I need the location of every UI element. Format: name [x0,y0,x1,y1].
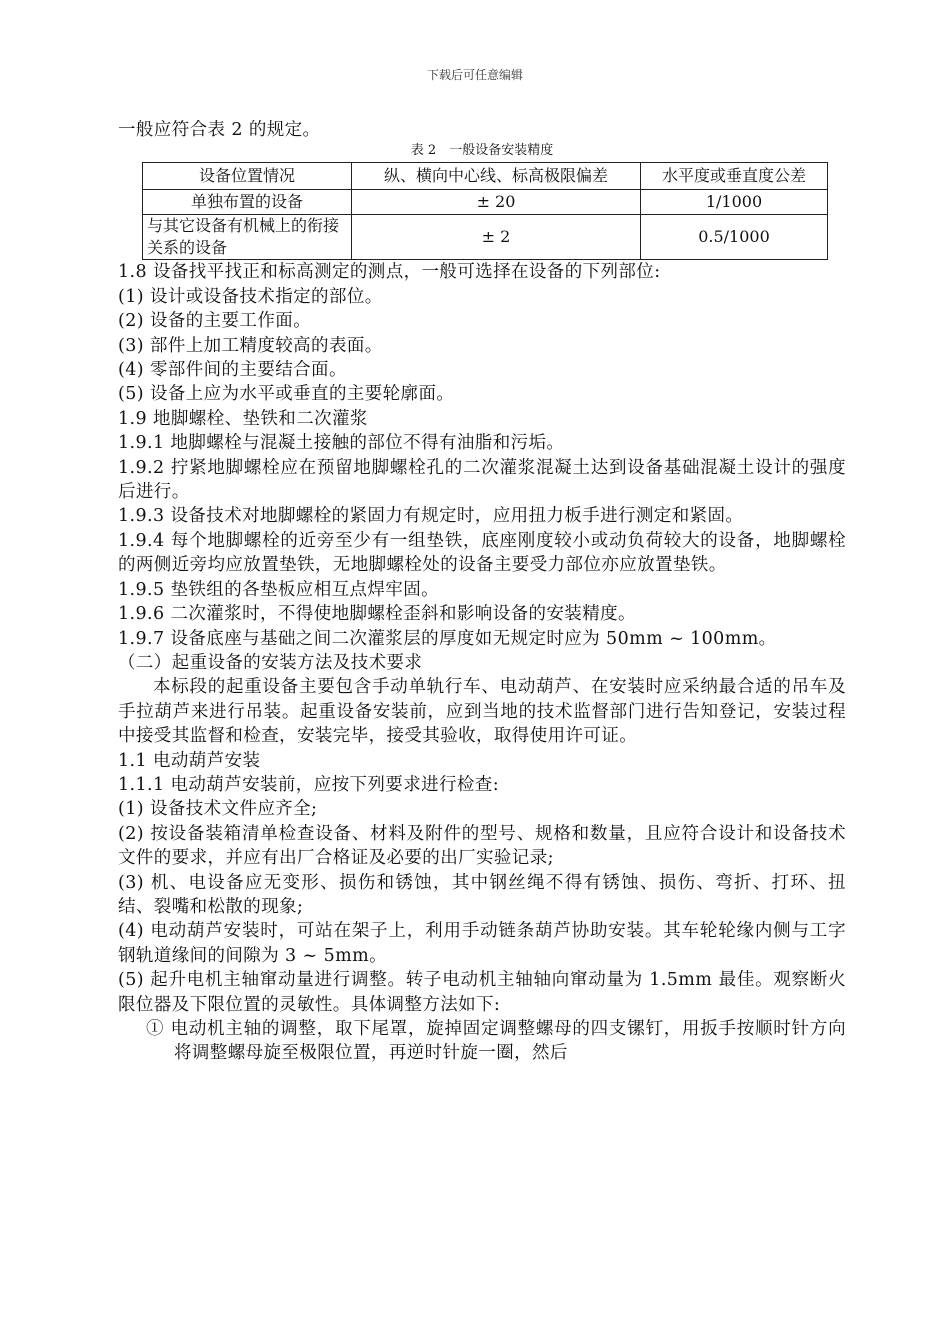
table-caption: 表 2 一般设备安装精度 [410,143,554,159]
table-header-cell: 水平度或垂直度公差 [641,163,828,190]
section-heading: （二）起重设备的安装方法及技术要求 [118,652,423,673]
table-cell: ± 20 [352,190,641,215]
list-item: (3) 部件上加工精度较高的表面。 [118,335,383,356]
list-item: (4) 电动葫芦安装时，可站在架子上，利用手动链条葫芦协助安装。其车轮轮缘内侧与工字钢轨道缘间的间隙为 3 ~ 5mm。 [118,921,846,966]
section-heading: 1.1 电动葫芦安装 [118,750,261,771]
list-item: (1) 设计或设备技术指定的部位。 [118,286,383,307]
paragraph: 1.9.6 二次灌浆时，不得使地脚螺栓歪斜和影响设备的安装精度。 [118,604,636,625]
table-header-row [143,163,828,190]
paragraph: 本标段的起重设备主要包含手动单轨行车、电动葫芦、在安装时应采纳最合适的吊车及手拉葫芦来进行吊装。起重设备安装前，应到当地的技术监督部门进行告知登记，安装过程中接受其监督和检查，安装完毕，接受其验收，取得使用许可证。 [118,677,846,747]
list-item: (2) 按设备装箱清单检查设备、材料及附件的型号、规格和数量，且应符合设计和设备技术文件的要求，并应有出厂合格证及必要的出厂实验记录; [118,823,846,869]
table-header-cell: 设备位置情况 [143,163,352,190]
paragraph: 1.9.7 设备底座与基础之间二次灌浆层的厚度如无规定时应为 50mm ~ 100mm。 [118,628,777,649]
table-cell: ± 2 [352,215,641,260]
table-cell: 与其它设备有机械上的衔接关系的设备 [143,215,352,260]
table-cell: 1/1000 [641,190,828,215]
list-item: (3) 机、电设备应无变形、损伤和锈蚀，其中钢丝绳不得有锈蚀、损伤、弯折、打环、扭结、裂嘴和松散的现象; [118,872,846,917]
intro-text: 一般应符合表 2 的规定。 [118,120,321,140]
table-cell: 0.5/1000 [641,215,828,260]
paragraph: 1.9.2 拧紧地脚螺栓应在预留地脚螺栓孔的二次灌浆混凝土达到设备基础混凝土设计的强度后进行。 [118,457,846,503]
paragraph: 1.9.4 每个地脚螺栓的近旁至少有一组垫铁，底座刚度较小或动负荷较大的设备，地脚螺栓的两侧近旁均应放置垫铁，无地脚螺栓处的设备主要受力部位亦应放置垫铁。 [118,530,846,576]
paragraph: 1.9.3 设备技术对地脚螺栓的紧固力有规定时，应用扭力板手进行测定和紧固。 [118,506,744,527]
list-item: (2) 设备的主要工作面。 [118,311,312,332]
paragraph: 1.9.1 地脚螺栓与混凝土接触的部位不得有油脂和污垢。 [118,433,565,454]
paragraph: 1.1.1 电动葫芦安装前，应按下列要求进行检查: [118,774,499,795]
paragraph: 1.9.5 垫铁组的各垫板应相互点焊牢固。 [118,579,439,600]
table-cell: 单独布置的设备 [143,190,352,215]
list-item: (5) 设备上应为水平或垂直的主要轮廓面。 [118,384,455,405]
page-header: 下载后可任意编辑 [426,68,523,82]
section-heading: 1.9 地脚螺栓、垫铁和二次灌浆 [118,408,368,429]
table-row [143,190,828,215]
list-item: (4) 零部件间的主要结合面。 [118,360,347,381]
document-body [118,118,846,1066]
list-item: (1) 设备技术文件应齐全; [118,799,318,820]
precision-table [142,162,828,260]
section-1-8: 1.8 设备找平找正和标高测定的测点，一般可选择在设备的下列部位: [118,262,661,283]
table-header-cell: 纵、横向中心线、标高极限偏差 [352,163,641,190]
table-row [143,215,828,260]
sub-list-item: ① 电动机主轴的调整，取下尾罩，旋掉固定调整螺母的四支镙钉，用扳手按顺时针方向将调整螺母旋至极限位置，再逆时针旋一圈，然后 [146,1019,846,1064]
list-item: (5) 起升电机主轴窜动量进行调整。转子电动机主轴轴向窜动量为 1.5mm 最佳。观察断火限位器及下限位置的灵敏性。具体调整方法如下: [118,970,846,1015]
